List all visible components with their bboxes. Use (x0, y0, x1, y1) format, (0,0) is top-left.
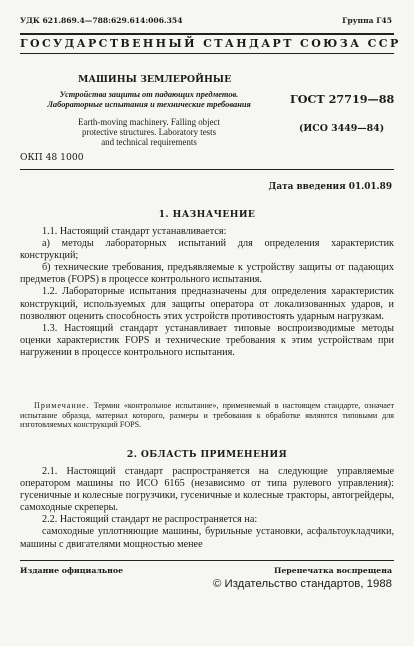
section2-body (20, 466, 394, 551)
footer-rule (20, 560, 394, 561)
paragraph-2-1: 2.1. Настоящий стандарт распространяется на следующие управляемые оператором машины по ИСО 6165 (независимо от типа рулевого управления): гусеничные и колесные погрузчики, гусеничные и колесные тракторы, автогрейдеры, самоходные скреперы. (20, 466, 394, 514)
official-edition: Издание официальное (20, 566, 124, 575)
group-code: Группа Г45 (342, 16, 392, 25)
en-subtitle-1: Earth-moving machinery. Falling object (78, 117, 220, 127)
udk-code: УДК 621.869.4—788:629.614:006.354 (20, 16, 183, 25)
copyright: © Издательство стандартов, 1988 (212, 578, 392, 590)
note-text: Термин «контрольное испытание», применяемый в настоящем стандарте, означает испытание образца, материал которого, размеры и требования к обработке являются типовыми для изготовляемых конструкций FOPS. (20, 401, 394, 430)
reprint-forbidden: Перепечатка воспрещена (273, 566, 392, 575)
state-standard-title: ГОСУДАРСТВЕННЫЙ СТАНДАРТ СОЮЗА ССР (20, 37, 401, 50)
title-rule (20, 53, 394, 54)
paragraph-1-1-b: б) технические требования, предъявляемые к устройству защиты от падающих предметов (FOPS) в процессе контрольного испытания. (20, 262, 394, 286)
gost-number: ГОСТ 27719—88 (290, 92, 395, 106)
section2-heading: 2. ОБЛАСТЬ ПРИМЕНЕНИЯ (126, 449, 288, 460)
paragraph-2-2-list: самоходные уплотняющие машины, бурильные установки, асфальтоукладчики, машины с двигателями мощностью менее (20, 526, 394, 550)
paragraph-1-2: 1.2. Лабораторные испытания предназначены для определения характеристик конструкций, используемых для защиты оператора от локализованных ударов, и позволяют оценить способность этих устройств противостоять ударным нагрузкам. (20, 286, 394, 322)
en-subtitle-2: protective structures. Laboratory tests (81, 127, 217, 137)
ru-subtitle-2: Лабораторные испытания и технические требования (47, 100, 251, 109)
paragraph-2-2: 2.2. Настоящий стандарт не распространяется на: (42, 514, 258, 526)
main-title: МАШИНЫ ЗЕМЛЕРОЙНЫЕ (78, 74, 232, 85)
okp-rule (20, 169, 394, 170)
section1-heading: 1. НАЗНАЧЕНИЕ (158, 209, 256, 220)
intro-date: Дата введения 01.01.89 (268, 182, 392, 192)
section1-body (20, 226, 394, 359)
top-rule (20, 33, 394, 35)
section1-note (20, 401, 394, 430)
paragraph-1-1: 1.1. Настоящий стандарт устанавливается: (42, 226, 227, 237)
paragraph-1-1-a: а) методы лабораторных испытаний для определения характеристик конструкций; (20, 238, 394, 262)
okp-code: ОКП 48 1000 (20, 152, 84, 163)
iso-number: (ИСО 3449—84) (299, 123, 385, 134)
note-label: Примечание. (34, 401, 90, 410)
paragraph-1-3: 1.3. Настоящий стандарт устанавливает типовые воспроизводимые методы оценки характеристик FOPS и технические требования к этим устройствам при нагружении в процессе контрольного испытания. (20, 322, 394, 358)
en-subtitle-3: and technical requirements (101, 137, 197, 147)
ru-subtitle-1: Устройства защиты от падающих предметов. (59, 90, 239, 99)
